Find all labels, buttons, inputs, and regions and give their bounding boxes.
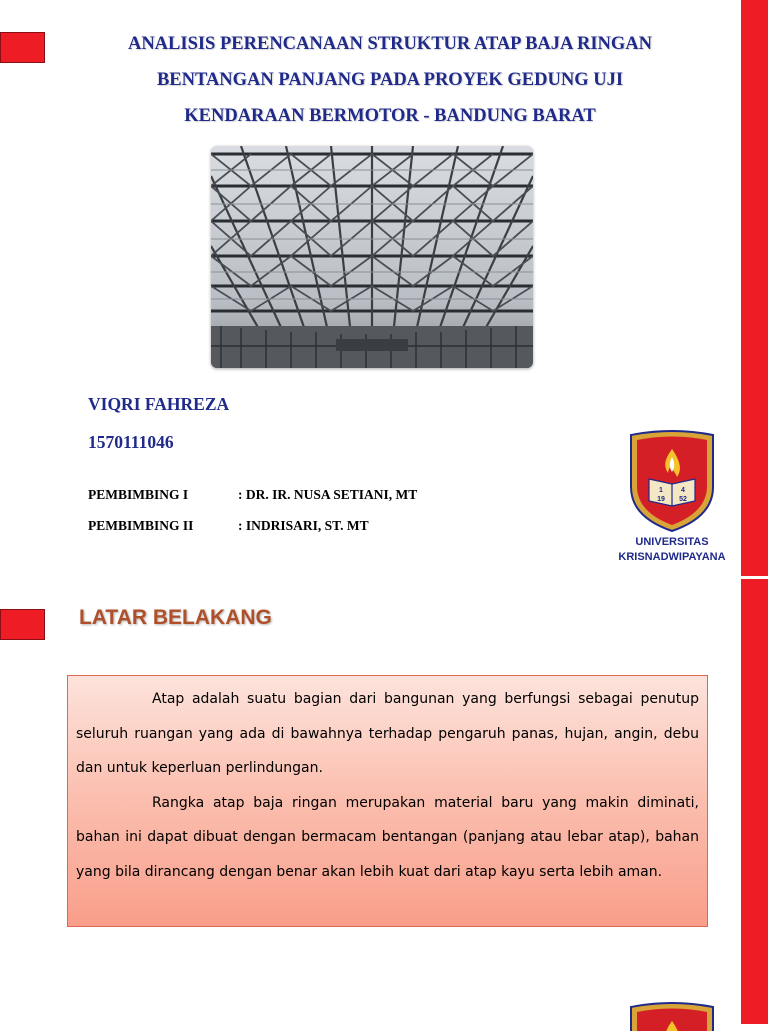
paragraph-1: Atap adalah suatu bagian dari bangunan yang berfungsi sebagai penutup seluruh ruangan yang ada di bawahnya terhadap pengaruh panas, hujan, angin, debu dan untuk keperluan perlindungan. — [76, 691, 699, 776]
supervisor-1-role: PEMBIMBING I — [88, 487, 189, 502]
university-name-line-2: KRISNADWIPAYANA — [618, 551, 726, 563]
slide-marker-top — [0, 32, 45, 63]
truss-illustration — [211, 146, 533, 368]
supervisor-1-name: : DR. IR. NUSA SETIANI, MT — [238, 487, 418, 502]
steel-roof-truss-photo — [211, 146, 533, 368]
title-line-1: ANALISIS PERENCANAAN STRUKTUR ATAP BAJA RINGAN — [127, 34, 653, 54]
right-bar-divider — [741, 576, 768, 579]
shield-emblem-icon — [627, 429, 717, 533]
logo-digit-d: 52 — [679, 496, 687, 503]
paragraph-2: Rangka atap baja ringan merupakan material baru yang makin diminati, bahan ini dapat dibuat dengan bermacam bentangan (panjang atau lebar atap), bahan yang bila dirancang dengan benar akan lebih kuat dari atap kayu serta lebih aman. — [76, 794, 699, 880]
right-red-bar — [741, 0, 768, 1024]
supervisor-2 — [88, 518, 369, 534]
background-text-box — [67, 675, 708, 927]
section-heading: LATAR BELAKANG — [79, 606, 272, 629]
logo-digit-c: 19 — [657, 496, 665, 503]
student-name: VIQRI FAHREZA — [88, 394, 230, 414]
university-logo-partial — [627, 1001, 717, 1031]
university-logo — [627, 429, 717, 533]
title-line-3: KENDARAAN BERMOTOR - BANDUNG BARAT — [184, 106, 596, 126]
student-id: 1570111046 — [88, 432, 174, 452]
title-line-2: BENTANGAN PANJANG PADA PROYEK GEDUNG UJI — [156, 70, 624, 90]
logo-digit-a: 1 — [659, 487, 663, 494]
supervisor-2-name: : INDRISARI, ST. MT — [238, 518, 369, 533]
slide-marker-bottom — [0, 609, 45, 640]
university-name — [600, 535, 744, 565]
supervisor-2-role: PEMBIMBING II — [88, 518, 194, 533]
page-title — [60, 26, 720, 134]
shield-emblem-icon — [627, 1001, 717, 1031]
supervisor-1 — [88, 487, 417, 503]
university-name-line-1: UNIVERSITAS — [635, 536, 709, 548]
logo-digit-b: 4 — [681, 487, 685, 494]
